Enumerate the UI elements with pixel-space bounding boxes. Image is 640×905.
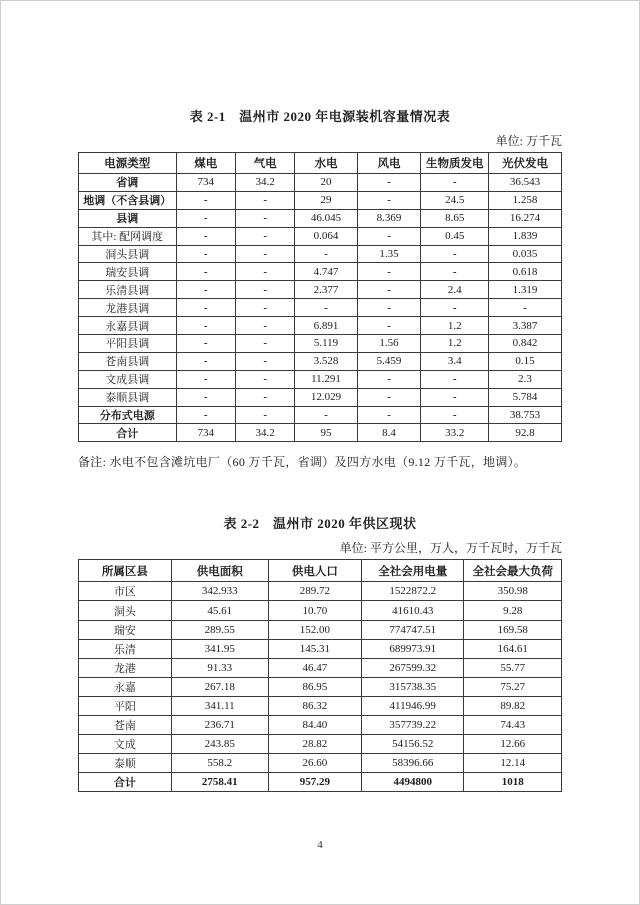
cell-value: 86.95: [268, 677, 361, 696]
cell-value: 8.65: [421, 209, 489, 227]
header-row: [79, 560, 562, 582]
table-row: [79, 406, 562, 424]
cell-value: 12.14: [464, 754, 562, 773]
cell-value: -: [176, 370, 235, 388]
installed-capacity-table: [78, 152, 562, 442]
cell-value: 4.747: [295, 263, 357, 281]
cell-value: 24.5: [421, 191, 489, 209]
table-row: [79, 601, 562, 620]
row-label: 文成: [79, 735, 172, 754]
cell-value: -: [421, 263, 489, 281]
cell-value: 734: [176, 424, 235, 442]
cell-value: 55.77: [464, 658, 562, 677]
row-label: 永嘉: [79, 677, 172, 696]
row-label: 永嘉县调: [79, 317, 177, 335]
cell-value: 45.61: [171, 601, 268, 620]
cell-value: 350.98: [464, 582, 562, 601]
row-label: 泰顺: [79, 754, 172, 773]
row-label: 龙港: [79, 658, 172, 677]
cell-value: -: [176, 317, 235, 335]
table-row: [79, 299, 562, 317]
row-label: 分布式电源: [79, 406, 177, 424]
cell-value: -: [176, 227, 235, 245]
row-label: 合计: [79, 424, 177, 442]
cell-value: 411946.99: [362, 696, 464, 715]
cell-value: 774747.51: [362, 620, 464, 639]
cell-value: 267.18: [171, 677, 268, 696]
column-header: 供电面积: [171, 560, 268, 582]
cell-value: 1.839: [489, 227, 562, 245]
row-label: 瑞安: [79, 620, 172, 639]
cell-value: -: [176, 263, 235, 281]
table-row: [79, 582, 562, 601]
cell-value: 169.58: [464, 620, 562, 639]
cell-value: 1.2: [421, 317, 489, 335]
cell-value: 28.82: [268, 735, 361, 754]
cell-value: 86.32: [268, 696, 361, 715]
row-label: 乐清: [79, 639, 172, 658]
cell-value: -: [295, 245, 357, 263]
cell-value: 289.55: [171, 620, 268, 639]
cell-value: -: [357, 174, 421, 192]
cell-value: -: [176, 335, 235, 353]
cell-value: -: [235, 209, 294, 227]
cell-value: 289.72: [268, 582, 361, 601]
cell-value: -: [235, 281, 294, 299]
table2-unit-label: 单位: 平方公里，万人，万千瓦时，万千瓦: [339, 541, 562, 556]
cell-value: 315738.35: [362, 677, 464, 696]
cell-value: 5.784: [489, 388, 562, 406]
column-header: 光伏发电: [489, 153, 562, 174]
cell-value: -: [357, 406, 421, 424]
cell-value: 41610.43: [362, 601, 464, 620]
cell-value: -: [421, 245, 489, 263]
cell-value: 34.2: [235, 174, 294, 192]
column-header: 气电: [235, 153, 294, 174]
cell-value: 734: [176, 174, 235, 192]
cell-value: 75.27: [464, 677, 562, 696]
cell-value: -: [357, 299, 421, 317]
cell-value: 84.40: [268, 716, 361, 735]
cell-value: 74.43: [464, 716, 562, 735]
cell-value: 11.291: [295, 370, 357, 388]
cell-value: -: [176, 299, 235, 317]
table-row: [79, 352, 562, 370]
column-header: 所属区县: [79, 560, 172, 582]
cell-value: -: [357, 191, 421, 209]
cell-value: 3.528: [295, 352, 357, 370]
supply-area-table: [78, 559, 562, 792]
cell-value: 152.00: [268, 620, 361, 639]
cell-value: 1.319: [489, 281, 562, 299]
cell-value: 92.8: [489, 424, 562, 442]
table-row: [79, 281, 562, 299]
cell-value: 3.387: [489, 317, 562, 335]
table-row: [79, 716, 562, 735]
row-label: 市区: [79, 582, 172, 601]
table-row: [79, 388, 562, 406]
cell-value: 38.753: [489, 406, 562, 424]
table-row: [79, 263, 562, 281]
cell-value: 33.2: [421, 424, 489, 442]
row-label: 地调（不含县调）: [79, 191, 177, 209]
column-header: 生物质发电: [421, 153, 489, 174]
table-row: [79, 245, 562, 263]
cell-value: -: [295, 299, 357, 317]
cell-value: 1.35: [357, 245, 421, 263]
row-label: 乐清县调: [79, 281, 177, 299]
cell-value: 46.045: [295, 209, 357, 227]
cell-value: 1522872.2: [362, 582, 464, 601]
row-label: 合计: [79, 773, 172, 792]
cell-value: -: [235, 191, 294, 209]
table-row: [79, 317, 562, 335]
cell-value: 689973.91: [362, 639, 464, 658]
row-label: 省调: [79, 174, 177, 192]
table1-note: 备注: 水电不包含滩坑电厂（60 万千瓦，省调）及四方水电（9.12 万千瓦，地调）。: [78, 455, 527, 470]
cell-value: -: [357, 281, 421, 299]
table-row: [79, 696, 562, 715]
table-row: [79, 191, 562, 209]
cell-value: 2758.41: [171, 773, 268, 792]
cell-value: 5.119: [295, 335, 357, 353]
cell-value: 3.4: [421, 352, 489, 370]
cell-value: -: [421, 299, 489, 317]
header-row: [79, 153, 562, 174]
table2-title: 表 2-2 温州市 2020 年供区现状: [223, 516, 417, 532]
cell-value: -: [357, 388, 421, 406]
cell-value: 8.4: [357, 424, 421, 442]
cell-value: -: [235, 370, 294, 388]
cell-value: -: [295, 406, 357, 424]
cell-value: 91.33: [171, 658, 268, 677]
cell-value: 0.064: [295, 227, 357, 245]
cell-value: 10.70: [268, 601, 361, 620]
cell-value: -: [235, 245, 294, 263]
table-row: [79, 335, 562, 353]
column-header: 水电: [295, 153, 357, 174]
row-label: 龙港县调: [79, 299, 177, 317]
column-header: 全社会用电量: [362, 560, 464, 582]
row-label: 其中: 配网调度: [79, 227, 177, 245]
cell-value: -: [176, 281, 235, 299]
cell-value: -: [176, 191, 235, 209]
cell-value: -: [357, 227, 421, 245]
table1-unit-label: 单位: 万千瓦: [495, 134, 562, 148]
cell-value: -: [421, 406, 489, 424]
table-row: [79, 658, 562, 677]
table-row: [79, 773, 562, 792]
column-header: 风电: [357, 153, 421, 174]
cell-value: 2.377: [295, 281, 357, 299]
cell-value: 957.29: [268, 773, 361, 792]
cell-value: 1018: [464, 773, 562, 792]
table-row: [79, 754, 562, 773]
cell-value: -: [235, 317, 294, 335]
cell-value: 236.71: [171, 716, 268, 735]
cell-value: 4494800: [362, 773, 464, 792]
cell-value: -: [357, 317, 421, 335]
cell-value: -: [421, 370, 489, 388]
row-label: 文成县调: [79, 370, 177, 388]
table-row: [79, 370, 562, 388]
table-row: [79, 424, 562, 442]
cell-value: 145.31: [268, 639, 361, 658]
cell-value: 342.933: [171, 582, 268, 601]
cell-value: -: [235, 335, 294, 353]
page-content: [1, 1, 639, 792]
column-header: 电源类型: [79, 153, 177, 174]
table-row: [79, 620, 562, 639]
cell-value: 164.61: [464, 639, 562, 658]
cell-value: -: [421, 174, 489, 192]
cell-value: 341.11: [171, 696, 268, 715]
row-label: 洞头: [79, 601, 172, 620]
cell-value: -: [421, 388, 489, 406]
cell-value: -: [235, 406, 294, 424]
cell-value: 0.035: [489, 245, 562, 263]
row-label: 苍南县调: [79, 352, 177, 370]
cell-value: 267599.32: [362, 658, 464, 677]
row-label: 瑞安县调: [79, 263, 177, 281]
table-row: [79, 677, 562, 696]
cell-value: 36.543: [489, 174, 562, 192]
row-label: 县调: [79, 209, 177, 227]
page-number: 4: [317, 839, 323, 851]
cell-value: 34.2: [235, 424, 294, 442]
cell-value: -: [176, 388, 235, 406]
cell-value: 6.891: [295, 317, 357, 335]
cell-value: -: [357, 370, 421, 388]
cell-value: -: [235, 388, 294, 406]
cell-value: -: [235, 352, 294, 370]
table-row: [79, 174, 562, 192]
row-label: 洞头县调: [79, 245, 177, 263]
row-label: 苍南: [79, 716, 172, 735]
row-label: 平阳: [79, 696, 172, 715]
cell-value: 341.95: [171, 639, 268, 658]
row-label: 泰顺县调: [79, 388, 177, 406]
cell-value: -: [176, 209, 235, 227]
cell-value: 243.85: [171, 735, 268, 754]
cell-value: -: [489, 299, 562, 317]
cell-value: 95: [295, 424, 357, 442]
table1-title: 表 2-1 温州市 2020 年电源装机容量情况表: [189, 109, 451, 124]
cell-value: 558.2: [171, 754, 268, 773]
cell-value: 89.82: [464, 696, 562, 715]
cell-value: -: [235, 227, 294, 245]
cell-value: 357739.22: [362, 716, 464, 735]
cell-value: -: [176, 245, 235, 263]
cell-value: 12.66: [464, 735, 562, 754]
cell-value: 0.15: [489, 352, 562, 370]
cell-value: -: [176, 406, 235, 424]
cell-value: -: [176, 352, 235, 370]
table-row: [79, 227, 562, 245]
cell-value: 1.258: [489, 191, 562, 209]
cell-value: -: [357, 263, 421, 281]
cell-value: 54156.52: [362, 735, 464, 754]
cell-value: 20: [295, 174, 357, 192]
cell-value: 1.2: [421, 335, 489, 353]
cell-value: 0.842: [489, 335, 562, 353]
cell-value: 16.274: [489, 209, 562, 227]
table-row: [79, 639, 562, 658]
cell-value: 0.45: [421, 227, 489, 245]
cell-value: 9.28: [464, 601, 562, 620]
cell-value: 2.4: [421, 281, 489, 299]
table-row: [79, 735, 562, 754]
column-header: 全社会最大负荷: [464, 560, 562, 582]
column-header: 煤电: [176, 153, 235, 174]
table-row: [79, 209, 562, 227]
cell-value: 26.60: [268, 754, 361, 773]
cell-value: 46.47: [268, 658, 361, 677]
row-label: 平阳县调: [79, 335, 177, 353]
column-header: 供电人口: [268, 560, 361, 582]
cell-value: 2.3: [489, 370, 562, 388]
cell-value: 12.029: [295, 388, 357, 406]
cell-value: 29: [295, 191, 357, 209]
cell-value: -: [235, 299, 294, 317]
cell-value: 8.369: [357, 209, 421, 227]
cell-value: 5.459: [357, 352, 421, 370]
cell-value: -: [235, 263, 294, 281]
cell-value: 58396.66: [362, 754, 464, 773]
cell-value: 1.56: [357, 335, 421, 353]
cell-value: 0.618: [489, 263, 562, 281]
